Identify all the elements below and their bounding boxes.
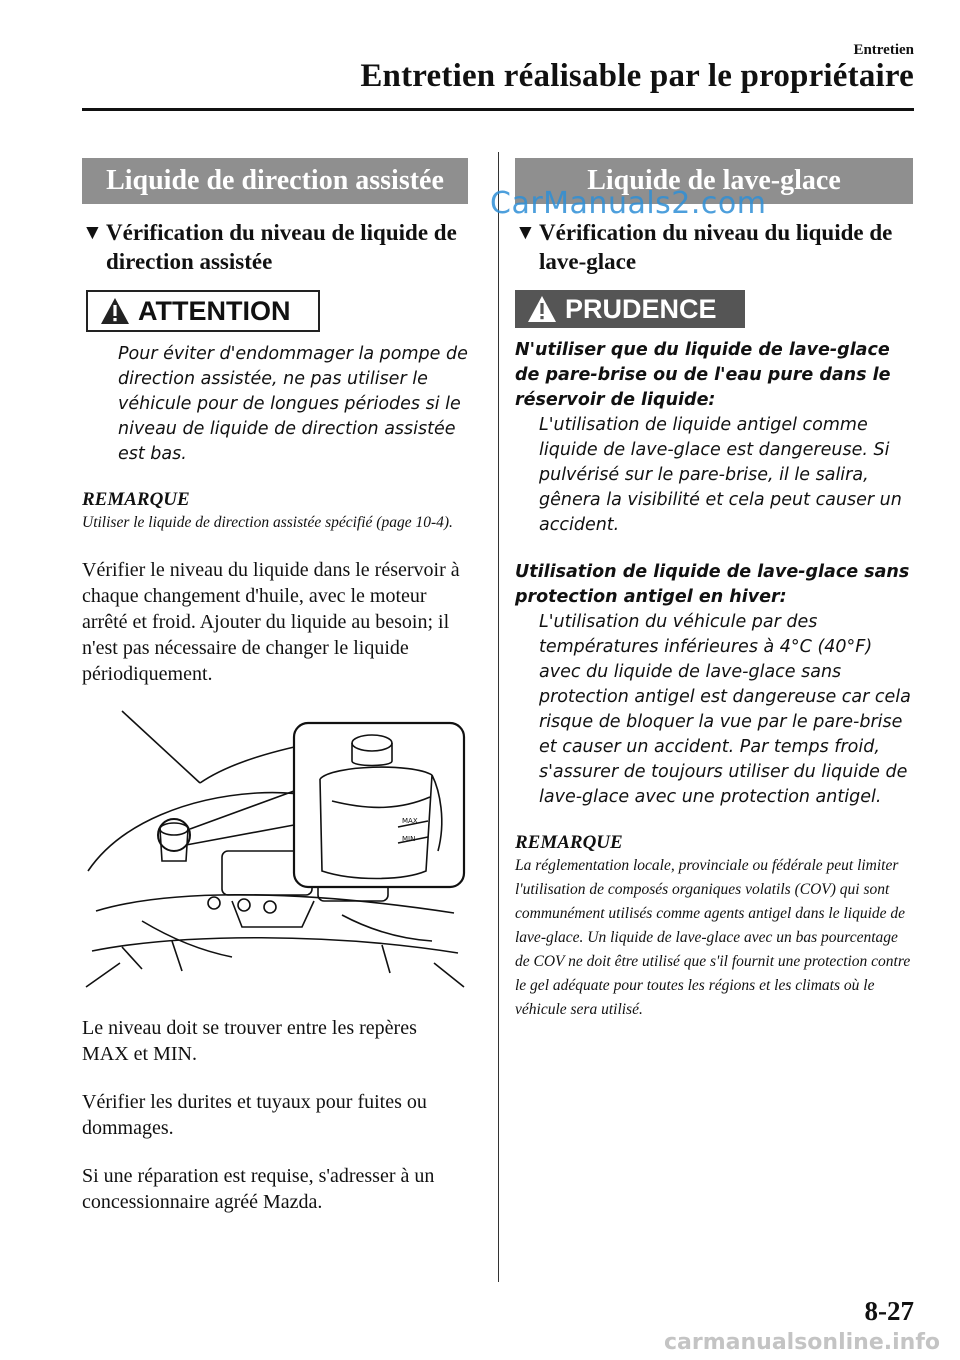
remarque-text: La réglementation locale, provinciale ou fédérale peut limiter l'utilisation de composés organiques volatils (COV) qui sont communément utilisés comme agents antigel dans le liquide de lave-glace. Un liquide de lave-glace avec un bas pourcentage de COV ne doit être utilisé que s'il fournit une protection contre le gel adéquate pour toutes les régions et les climats où le véhicule sera utilisé.	[515, 857, 911, 1018]
paragraph-check-hoses: Vérifier les durites et tuyaux pour fuites ou dommages.	[82, 1091, 427, 1139]
left-column	[82, 158, 468, 1215]
section-title-washer-fluid: Liquide de lave-glace	[515, 158, 913, 204]
chapter-label: Entretien	[853, 42, 914, 58]
prudence-body-2: L'utilisation du véhicule par des températures inférieures à 4°C (40°F) avec du liquide de lave-glace sans protection antigel est dangereuse car cela risque de bloquer la vue par le pare-brise et causer un accident. Par temps froid, s'assurer de toujours utiliser du liquide de lave-glace avec une protection antigel.	[539, 612, 911, 807]
attention-text: Pour éviter d'endommager la pompe de direction assistée, ne pas utiliser le véhicule pour de longues périodes si le niveau de liquide de direction assistée est bas.	[118, 344, 468, 464]
warning-triangle-icon	[527, 295, 557, 323]
paragraph-check-level: Vérifier le niveau du liquide dans le réservoir à chaque changement d'huile, avec le moteur arrêté et froid. Ajouter du liquide au besoin; il n'est pas nécessaire de changer le liquide périodiquement.	[82, 559, 460, 685]
prudence-body-1: L'utilisation de liquide antigel comme liquide de lave-glace est dangereuse. Si pulvérisé sur le pare-brise, il le salira, gênera la visibilité et cela peut causer un accident.	[539, 415, 902, 535]
triangle-marker-icon: ▼	[515, 220, 536, 244]
section-title-power-steering: Liquide de direction assistée	[82, 158, 468, 204]
paragraph-level-marks: Le niveau doit se trouver entre les repères MAX et MIN.	[82, 1017, 417, 1065]
prudence-lead-1: N'utiliser que du liquide de lave-glace de pare-brise ou de l'eau pure dans le réservoir de liquide:	[515, 340, 891, 410]
watermark-bottom: carmanualsonline.info	[664, 1330, 940, 1355]
page-title: Entretien réalisable par le propriétaire	[360, 58, 914, 94]
attention-badge	[86, 290, 320, 332]
min-label: MIN	[402, 835, 416, 843]
remarque-label: REMARQUE	[82, 489, 190, 510]
attention-label: ATTENTION	[138, 295, 291, 326]
prudence-lead-2: Utilisation de liquide de lave-glace sans protection antigel en hiver:	[515, 562, 910, 607]
subheading-washer-fluid	[515, 218, 913, 276]
watermark-top: CarManuals2.com	[490, 186, 767, 221]
remarque-label: REMARQUE	[515, 832, 623, 853]
warning-triangle-icon	[100, 297, 130, 325]
prudence-label: PRUDENCE	[565, 293, 717, 324]
max-label: MAX	[402, 817, 418, 825]
subheading-text: Vérification du niveau du liquide de lave-glace	[539, 220, 893, 274]
triangle-marker-icon: ▼	[82, 220, 103, 244]
subheading-power-steering	[82, 218, 468, 276]
engine-bay-illustration	[82, 701, 468, 993]
paragraph-dealer: Si une réparation est requise, s'adresser à un concessionnaire agréé Mazda.	[82, 1165, 435, 1213]
remarque-text: Utiliser le liquide de direction assistée spécifié (page 10-4).	[82, 514, 453, 531]
right-column	[515, 158, 913, 1022]
prudence-badge	[515, 290, 745, 328]
column-divider	[498, 152, 499, 1282]
subheading-text: Vérification du niveau de liquide de direction assistée	[106, 220, 457, 274]
page-number: 8-27	[864, 1296, 914, 1326]
header-rule	[82, 108, 914, 111]
